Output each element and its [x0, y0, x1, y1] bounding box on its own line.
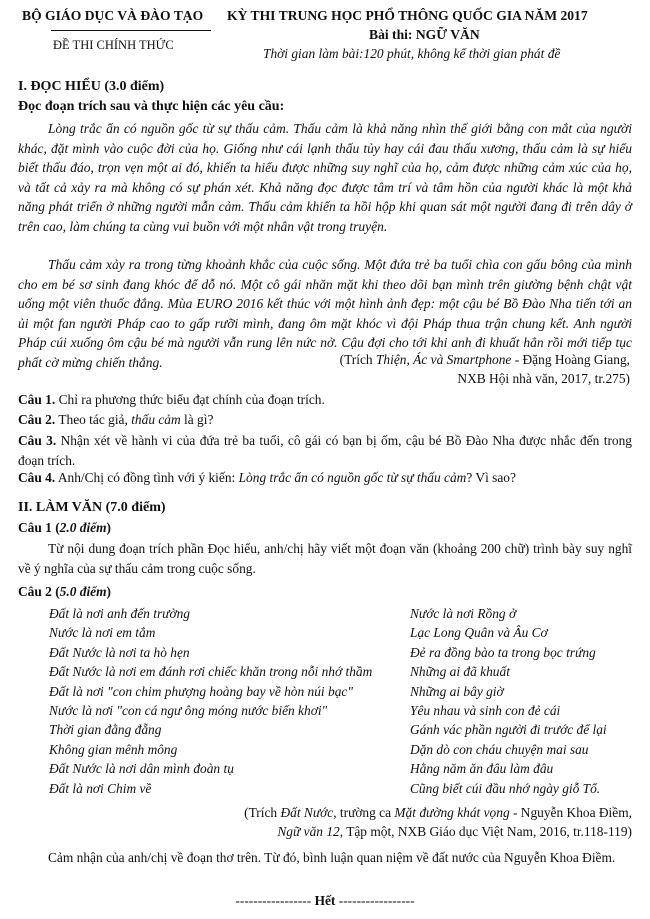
passage-paragraph-1: Lòng trắc ẩn có nguồn gốc từ sự thấu cảm. Thấu cảm là khả năng nhìn thế giới bằng con mắt của người khác, đặt mình vào cuộc đời của họ. Giống như cái lạnh thấu tủy hay cái đau thấu xương, thấu cảm là sự hiểu biết thấu đáo, trọn vẹn một ai đó, khiến ta hiểu được những suy nghĩ của họ, cảm được những cảm xúc của họ, và tất cả xảy ra mà không có sự phán xét. Khả năng đọc được tâm trí và tâm hồn của người khác là một khả năng phát triển ở những người mẫn cảm. Thấu cảm khiến ta hồi hộp khi quan sát một người đang đi trên dây ở trên cao, làm chúng ta cùng vui buồn với một nhân vật trong truyện. [18, 121, 632, 234]
poem-line: Dặn dò con cháu chuyện mai sau [410, 741, 589, 757]
essay-question-1-label: Câu 1 (2.0 điểm) [18, 520, 112, 535]
exam-title: KỲ THI TRUNG HỌC PHỔ THÔNG QUỐC GIA NĂM 2017 [227, 8, 588, 23]
poem-line: Nước là nơi Rồng ở [410, 606, 517, 621]
poem-line: Đất là nơi Chim về [49, 780, 152, 796]
poem-line: Những ai đã khuất [410, 664, 510, 680]
poem-citation: (Trích Đất Nước, trường ca Mặt đường khát vọng - Nguyễn Khoa Điềm, [244, 805, 632, 820]
question-4: Câu 4. Anh/Chị có đồng tình với ý kiến: Lòng trắc ẩn có nguồn gốc từ sự thấu cảm? Vì sao? [18, 470, 516, 485]
part1-instruction: Đọc đoạn trích sau và thực hiện các yêu cầu: [18, 99, 285, 114]
poem-line: Đất là nơi anh đến trường [49, 606, 190, 621]
poem-line: Những ai bây giờ [410, 683, 504, 699]
official-label: ĐỀ THI CHÍNH THỨC [53, 38, 174, 52]
essay-question-1-text: Từ nội dung đoạn trích phần Đọc hiểu, anh/chị hãy viết một đoạn văn (khoảng 200 chữ) trình bày suy nghĩ về ý nghĩa của sự thấu cảm trong cuộc sống. [18, 541, 632, 576]
end-marker: ----------------- Hết ----------------- [235, 893, 415, 908]
poem-line: Không gian mênh mông [49, 741, 178, 757]
question-3: Câu 3. Nhận xét về hành vi của đứa trẻ ba tuổi, cô gái có bạn bị ốm, cậu bé Bồ Đào Nha được nhắc đến trong đoạn trích. [18, 433, 632, 468]
question-1: Câu 1. Chỉ ra phương thức biểu đạt chính của đoạn trích. [18, 392, 325, 407]
subject-title: Bài thi: NGỮ VĂN [369, 27, 480, 42]
poem-line: Đất là nơi "con chim phượng hoàng bay về hòn núi bạc" [49, 683, 353, 699]
passage-source: (Trích Thiện, Ác và Smartphone - Đặng Hoàng Giang, [339, 352, 630, 367]
passage-source-publisher: NXB Hội nhà văn, 2017, tr.275) [457, 371, 630, 386]
essay-question-2-task: Cảm nhận của anh/chị về đoạn thơ trên. Từ đó, bình luận quan niệm về đất nước của Nguyễn Khoa Điềm. [48, 850, 616, 865]
poem-line: Gánh vác phần người đi trước để lại [410, 722, 607, 738]
poem-line: Yêu nhau và sinh con đẻ cái [410, 703, 561, 719]
poem-line: Nước là nơi "con cá ngư ông móng nước biển khơi" [49, 703, 328, 719]
essay-question-2-label: Câu 2 (5.0 điểm) [18, 584, 112, 599]
question-2: Câu 2. Theo tác giả, thấu cảm là gì? [18, 412, 214, 427]
ministry-title: BỘ GIÁO DỤC VÀ ĐÀO TẠO [22, 8, 204, 23]
time-note: Thời gian làm bài:120 phút, không kể thời gian phát đề [263, 46, 561, 61]
poem-line: Thời gian đằng đẵng [49, 722, 162, 738]
poem-line: Đất Nước là nơi dân mình đoàn tụ [49, 761, 234, 777]
part1-title: I. ĐỌC HIỂU (3.0 điểm) [18, 79, 165, 94]
poem-line: Đất Nước là nơi em đánh rơi chiếc khăn trong nỗi nhớ thầm [49, 664, 373, 680]
poem-line: Đất Nước là nơi ta hò hẹn [49, 644, 190, 660]
poem-line: Lạc Long Quân và Âu Cơ [410, 625, 548, 641]
poem-right-column [410, 604, 607, 798]
part2-title: II. LÀM VĂN (7.0 điểm) [18, 500, 166, 515]
poem-line: Cũng biết cúi đầu nhớ ngày giỗ Tổ. [410, 780, 601, 796]
poem-line: Nước là nơi em tắm [49, 625, 156, 641]
passage-paragraph-2: Thấu cảm xảy ra trong từng khoảnh khắc của cuộc sống. Một đứa trẻ ba tuổi chìa con gấu bông của mình cho em bé sơ sinh đang khóc để dỗ nó. Một cô gái nhăn mặt khi theo dõi bạn mình trên giường bệnh chật vật uống một viên thuốc đắng. Mùa EURO 2016 kết thúc với một hình ảnh đẹp: một cậu bé Bồ Đào Nha tiến tới an ủi một fan người Pháp cao to gấp rưỡi mình, đang ôm mặt khóc vì đội Pháp thua trận chung kết. Anh người Pháp cúi xuống ôm cậu bé mà người vẫn rung lên nức nở. Cậu đợi cho tới khi anh đi khuất hẳn rồi mới tiếp tục phất cờ mừng chiến thắng. [18, 257, 632, 370]
poem-line: Đẻ ra đồng bào ta trong bọc trứng [410, 644, 596, 660]
poem-left-column [49, 604, 372, 798]
poem-citation-publisher: Ngữ văn 12, Tập một, NXB Giáo dục Việt Nam, 2016, tr.118-119) [277, 824, 632, 839]
poem-line: Hằng năm ăn đâu làm đâu [410, 761, 554, 777]
header-underline [51, 30, 211, 31]
